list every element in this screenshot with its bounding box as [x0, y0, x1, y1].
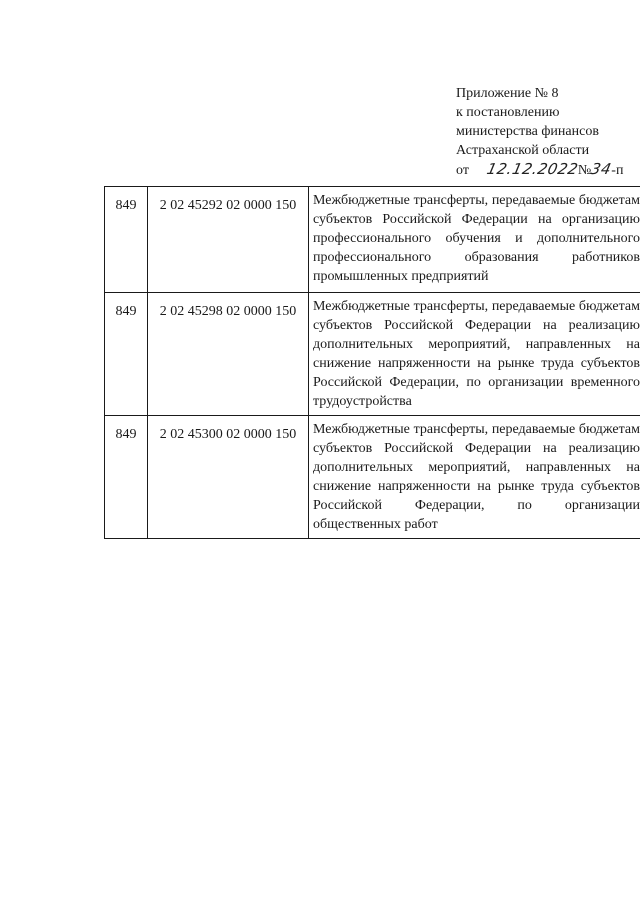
- description-cell: [309, 293, 640, 416]
- handwritten-date: 12.12.2022: [485, 160, 580, 178]
- description-text: Межбюджетные трансферты, передаваемые бюджетам субъектов Российской Федерации на организацию профессионального обучения и дополнительного профессионального образования работников промышленных предприятий: [313, 193, 640, 284]
- appendix-line-4: Астраханской области: [456, 143, 590, 158]
- handwritten-number: 34: [589, 160, 614, 178]
- appendix-date-line: [456, 160, 623, 180]
- appendix-line-3: министерства финансов: [456, 124, 599, 139]
- description-text: Межбюджетные трансферты, передаваемые бюджетам субъектов Российской Федерации на реализацию дополнительных мероприятий, направленных на снижение напряженности на рынке труда субъектов Российской Федерации, по организации временного трудоустройства: [313, 299, 640, 409]
- number-suffix: -п: [611, 163, 624, 178]
- budget-code-cell: 2 02 45298 02 0000 150: [148, 293, 309, 416]
- table-row: [105, 416, 640, 539]
- budget-codes-table: [104, 186, 640, 539]
- from-label: от: [456, 163, 469, 178]
- admin-code-cell: 849: [105, 293, 148, 416]
- description-text: Межбюджетные трансферты, передаваемые бюджетам субъектов Российской Федерации на реализацию дополнительных мероприятий, направленных на снижение напряженности на рынке труда субъектов Российской Федерации, по организации общественных работ: [313, 422, 640, 532]
- appendix-header: [456, 84, 623, 180]
- table-row: [105, 293, 640, 416]
- budget-code-cell: 2 02 45300 02 0000 150: [148, 416, 309, 539]
- number-label: №: [577, 163, 592, 178]
- admin-code-cell: 849: [105, 416, 148, 539]
- description-cell: [309, 416, 640, 539]
- appendix-line-2: к постановлению: [456, 105, 560, 120]
- description-cell: [309, 187, 640, 293]
- budget-code-cell: 2 02 45292 02 0000 150: [148, 187, 309, 293]
- admin-code-cell: 849: [105, 187, 148, 293]
- appendix-title: Приложение № 8: [456, 86, 559, 101]
- table-row: [105, 187, 640, 293]
